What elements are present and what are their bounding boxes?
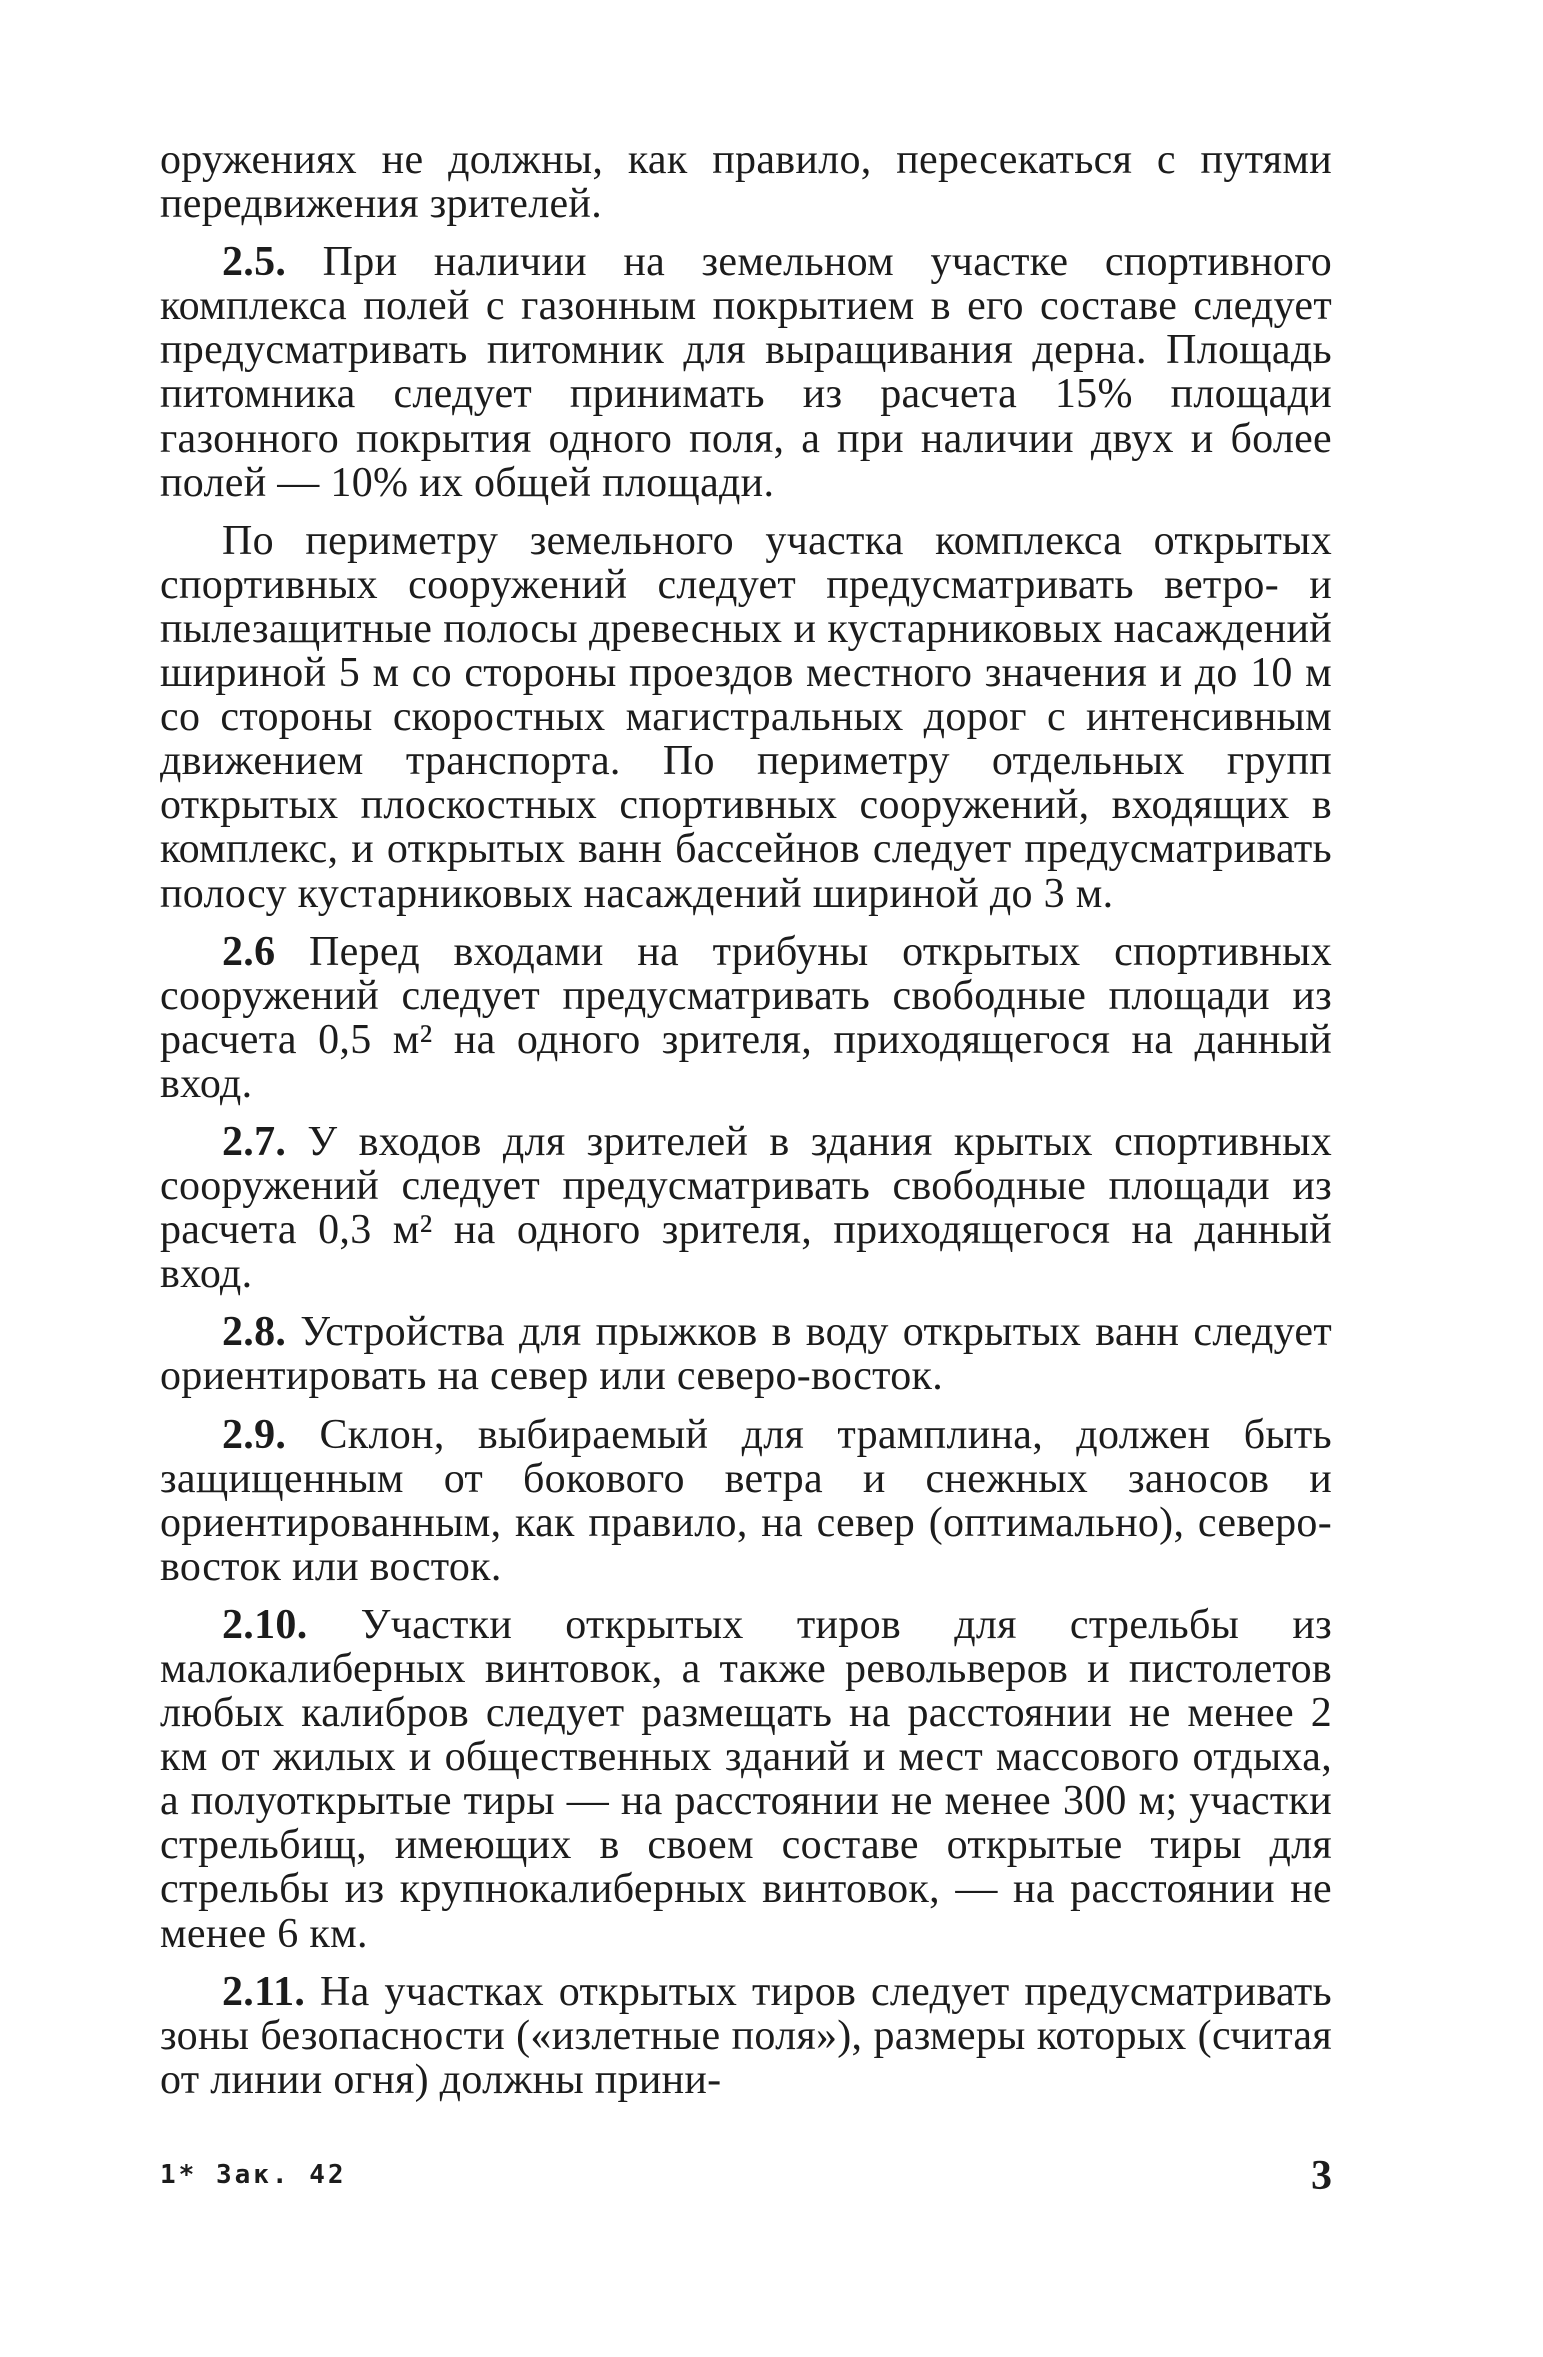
paragraph-2-10 — [160, 1603, 1332, 1956]
paragraph-text: Перед входами на трибуны открытых спортивных сооружений следует предусматривать свободные площади из расчета 0,5 м² на одного зрителя, приходящегося на данный вход. — [160, 928, 1332, 1107]
paragraph-2-7 — [160, 1120, 1332, 1296]
paragraph-2-11 — [160, 1970, 1332, 2102]
section-number: 2.6 — [222, 928, 276, 975]
paragraph-text: Устройства для прыжков в воду открытых ванн следует ориентировать на север или северо-восток. — [160, 1309, 1332, 1400]
paragraph-perimeter — [160, 519, 1332, 916]
section-number: 2.9. — [222, 1411, 287, 1458]
paragraph-text: На участках открытых тиров следует предусматривать зоны безопасности («излетные поля»), размеры которых (считая от линии огня) должны прини- — [160, 1968, 1332, 2103]
print-order-mark: 1* Зак. 42 — [160, 2160, 347, 2190]
paragraph-2-6 — [160, 930, 1332, 1106]
section-number: 2.11. — [222, 1968, 306, 2015]
paragraph-2-9 — [160, 1413, 1332, 1589]
section-number: 2.5. — [222, 239, 287, 286]
page-footer — [160, 2153, 1332, 2200]
paragraph-text: У входов для зрителей в здания крытых спортивных сооружений следует предусматривать свободные площади из расчета 0,3 м² на одного зрителя, приходящегося на данный вход. — [160, 1118, 1332, 1298]
document-page — [160, 138, 1332, 2102]
paragraph-text: При наличии на земельном участке спортивного комплекса полей с газонным покрытием в его составе следует предусматривать питомник для выращивания дерна. Площадь питомника следует принимать из расчета 15% площади газонного покрытия одного поля, а при наличии двух и более полей — 10% их общей площади. — [160, 239, 1332, 506]
section-number: 2.8. — [222, 1309, 287, 1356]
section-number: 2.7. — [222, 1118, 287, 1165]
paragraph-text: оружениях не должны, как правило, пересекаться с путями передвижения зрителей. — [160, 137, 1332, 228]
paragraph-2-5 — [160, 240, 1332, 505]
paragraph-text: Склон, выбираемый для трамплина, должен быть защищенным от бокового ветра и снежных заносов и ориентированным, как правило, на север (оптимально), северо-восток или восток. — [160, 1411, 1332, 1590]
page-number: 3 — [1311, 2153, 1332, 2199]
paragraph-text: Участки открытых тиров для стрельбы из малокалиберных винтовок, а также револьверов и пистолетов любых калибров следует размещать на расстоянии не менее 2 км от жилых и общественных зданий и мест массового отдыха, а полуоткрытые тиры — на расстоянии не менее 300 м; участки стрельбищ, имеющих в своем составе открытые тиры для стрельбы из крупнокалиберных винтовок, — на расстоянии не менее 6 км. — [160, 1601, 1332, 1957]
paragraph-2-8 — [160, 1310, 1332, 1398]
paragraph-continuation — [160, 138, 1332, 226]
section-number: 2.10. — [222, 1601, 308, 1648]
paragraph-text: По периметру земельного участка комплекса открытых спортивных сооружений следует предусматривать ветро- и пылезащитные полосы древесных и кустарниковых насаждений шириной 5 м со стороны проездов местного значения и до 10 м со стороны скоростных магистральных дорог с интенсивным движением транспорта. По периметру отдельных групп открытых плоскостных спортивных сооружений, входящих в комплекс, и открытых ванн бассейнов следует предусматривать полосу кустарниковых насаждений шириной до 3 м. — [160, 517, 1332, 917]
